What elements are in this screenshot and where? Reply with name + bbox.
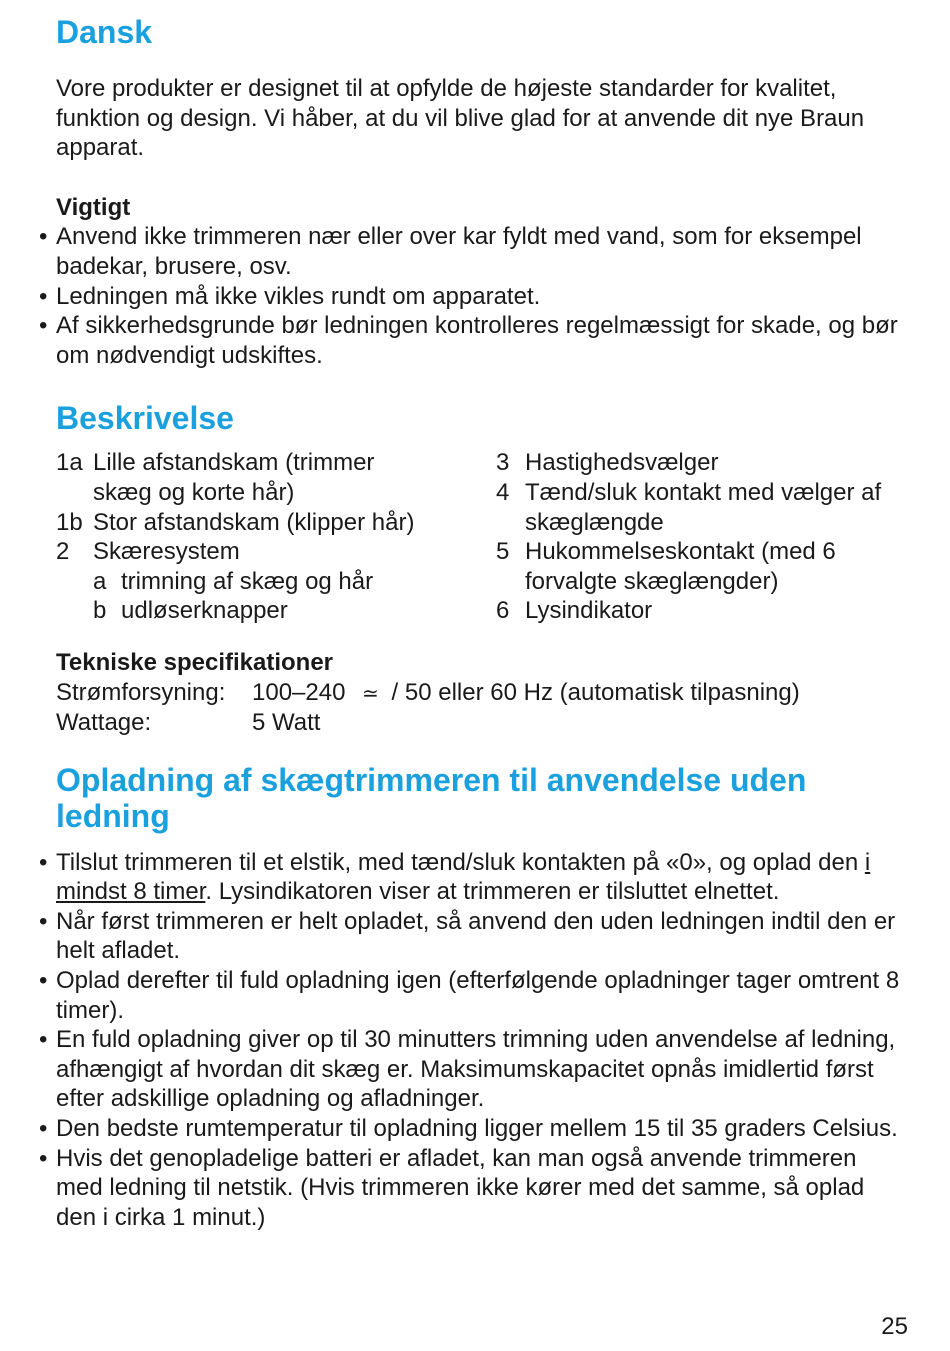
part-item: 2 Skæresystem a trimning af skæg og hår b udløserknapper xyxy=(56,538,374,625)
list-item: • Af sikkerhedsgrunde bør ledningen kontrolleres regelmæssigt for skade, og bør om nødvendigt udskiftes. xyxy=(39,312,898,369)
part-item: 1a Lille afstandskam (trimmer skæg og korte hår) xyxy=(56,449,375,506)
part-item: 3 Hastighedsvælger xyxy=(496,449,719,477)
bullet-icon: • xyxy=(39,282,48,310)
heading-beskrivelse: Beskrivelse xyxy=(56,400,234,437)
list-item: • Hvis det genopladelige batteri er afladet, kan man også anvende trimmeren med ledning til netstik. (Hvis trimmeren ikke kører med det samme, så oplad den i cirka 1 minut.) xyxy=(39,1144,865,1231)
part-item: 1b Stor afstandskam (klipper hår) xyxy=(56,508,415,536)
list-item: • Ledningen må ikke vikles rundt om apparatet. xyxy=(39,282,541,310)
part-item: 6 Lysindikator xyxy=(496,597,653,625)
bullet-icon: • xyxy=(39,1144,48,1172)
parts-column-left xyxy=(56,448,496,626)
heading-dansk: Dansk xyxy=(56,14,153,50)
parts-description xyxy=(56,448,906,626)
heading-charging: Opladning af skægtrimmeren til anvendelse uden ledning xyxy=(56,761,807,834)
heading-specifications: Tekniske specifikationer xyxy=(56,648,334,676)
bullet-icon: • xyxy=(39,848,48,876)
heading-vigtigt: Vigtigt xyxy=(56,193,131,221)
sub-item: b udløserknapper xyxy=(93,597,288,625)
bullet-icon: • xyxy=(39,223,48,251)
ac-dc-symbol-icon: ≃ xyxy=(362,680,379,705)
list-item: • En fuld opladning giver op til 30 minutters trimning uden anvendelse af ledning, afhængigt af hvordan dit skæg er. Maksimumskapacitet opnås imidlertid først efter adskillige opladning og afladninger. xyxy=(39,1026,896,1113)
charging-list xyxy=(39,848,906,1233)
list-item: • Når først trimmeren er helt opladet, så anvend den uden ledningen indtil den er helt afladet. xyxy=(39,907,896,965)
list-item: • Den bedste rumtemperatur til opladning ligger mellem 15 til 35 graders Celsius. xyxy=(39,1115,898,1143)
manual-page xyxy=(39,14,906,1232)
parts-column-right xyxy=(496,448,906,626)
spec-wattage: Wattage: 5 Watt xyxy=(56,709,321,737)
bullet-icon: • xyxy=(39,1026,48,1054)
part-item: 5 Hukommelseskontakt (med 6 forvalgte skæglængder) xyxy=(496,538,836,595)
sub-item: a trimning af skæg og hår xyxy=(93,567,374,595)
list-item: • Anvend ikke trimmeren nær eller over kar fyldt med vand, som for eksempel badekar, brusere, osv. xyxy=(39,223,862,280)
part-item: 4 Tænd/sluk kontakt med vælger af skæglængde xyxy=(496,478,882,536)
list-item: • Tilslut trimmeren til et elstik, med tænd/sluk kontakten på «0», og oplad den i mindst 8 timer. Lysindikatoren viser at trimmeren er tilsluttet elnettet. xyxy=(39,848,871,906)
page-number: 25 xyxy=(881,1313,908,1340)
bullet-icon: • xyxy=(39,312,48,340)
intro-paragraph: Vore produkter er designet til at opfylde de højeste standarder for kvalitet, funktion og design. Vi håber, at du vil blive glad for at anvende dit nye Braun apparat. xyxy=(56,75,865,162)
bullet-icon: • xyxy=(39,1115,48,1143)
important-list xyxy=(39,222,906,370)
list-item: • Oplad derefter til fuld opladning igen (efterfølgende opladninger tager omtrent 8 timer). xyxy=(39,967,900,1024)
spec-power: Strømforsyning: 100–240 ≃ / 50 eller 60 Hz (automatisk tilpasning) xyxy=(56,678,800,706)
bullet-icon: • xyxy=(39,907,48,935)
bullet-icon: • xyxy=(39,967,48,995)
